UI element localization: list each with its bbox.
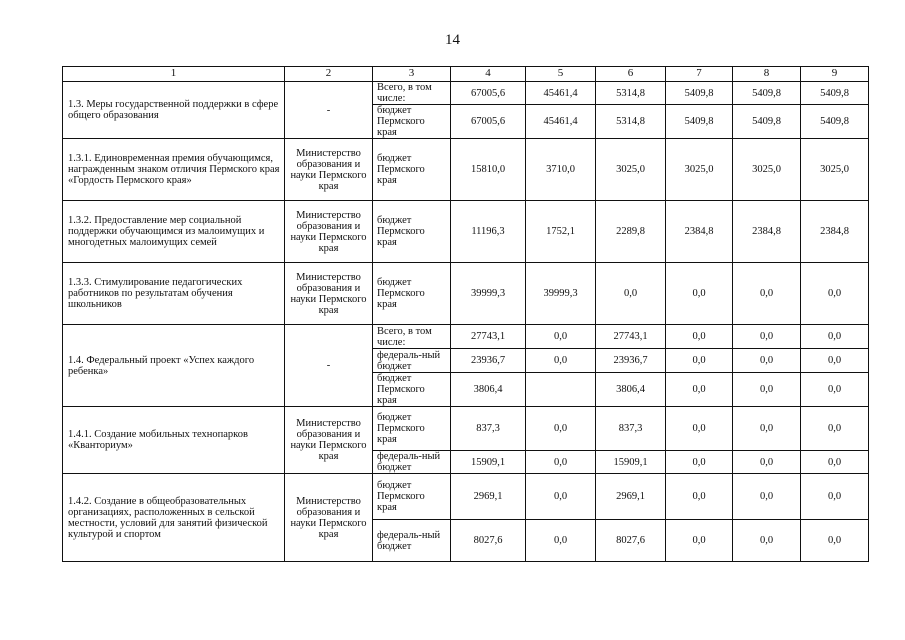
amount-cell: 0,0 bbox=[733, 520, 801, 562]
amount-cell: 5409,8 bbox=[666, 105, 733, 139]
amount-cell: 2384,8 bbox=[733, 201, 801, 263]
amount-cell: 837,3 bbox=[596, 407, 666, 451]
table-row bbox=[63, 201, 869, 263]
column-header: 9 bbox=[801, 67, 869, 82]
amount-cell: 0,0 bbox=[733, 407, 801, 451]
funding-source: бюджет Пермского края bbox=[373, 263, 451, 325]
table-row bbox=[63, 139, 869, 201]
amount-cell: 2969,1 bbox=[451, 474, 526, 520]
amount-cell: 45461,4 bbox=[526, 105, 596, 139]
executor-cell: - bbox=[285, 82, 373, 139]
budget-table bbox=[62, 66, 869, 562]
amount-cell: 3710,0 bbox=[526, 139, 596, 201]
amount-cell: 0,0 bbox=[801, 325, 869, 349]
amount-cell: 0,0 bbox=[801, 407, 869, 451]
table-row bbox=[63, 82, 869, 105]
amount-cell: 0,0 bbox=[596, 263, 666, 325]
amount-cell: 15909,1 bbox=[451, 451, 526, 474]
amount-cell bbox=[526, 373, 596, 407]
table-row bbox=[63, 263, 869, 325]
amount-cell: 27743,1 bbox=[451, 325, 526, 349]
funding-source: Всего, в том числе: bbox=[373, 82, 451, 105]
amount-cell: 0,0 bbox=[733, 325, 801, 349]
measure-name: 1.4. Федеральный проект «Успех каждого ребенка» bbox=[63, 325, 285, 407]
amount-cell: 2384,8 bbox=[666, 201, 733, 263]
amount-cell: 11196,3 bbox=[451, 201, 526, 263]
column-header: 7 bbox=[666, 67, 733, 82]
funding-source: бюджет Пермского края bbox=[373, 474, 451, 520]
amount-cell: 0,0 bbox=[526, 407, 596, 451]
column-header: 3 bbox=[373, 67, 451, 82]
amount-cell: 3025,0 bbox=[666, 139, 733, 201]
amount-cell: 2969,1 bbox=[596, 474, 666, 520]
amount-cell: 5314,8 bbox=[596, 105, 666, 139]
amount-cell: 0,0 bbox=[733, 349, 801, 373]
executor-cell: Министерство образования и науки Пермского края bbox=[285, 201, 373, 263]
amount-cell: 0,0 bbox=[666, 520, 733, 562]
amount-cell: 0,0 bbox=[733, 263, 801, 325]
amount-cell: 23936,7 bbox=[451, 349, 526, 373]
amount-cell: 39999,3 bbox=[526, 263, 596, 325]
amount-cell: 0,0 bbox=[666, 373, 733, 407]
funding-source: федераль-ный бюджет bbox=[373, 349, 451, 373]
amount-cell: 837,3 bbox=[451, 407, 526, 451]
amount-cell: 3025,0 bbox=[801, 139, 869, 201]
amount-cell: 15909,1 bbox=[596, 451, 666, 474]
column-header: 4 bbox=[451, 67, 526, 82]
amount-cell: 2289,8 bbox=[596, 201, 666, 263]
amount-cell: 5409,8 bbox=[733, 105, 801, 139]
amount-cell: 23936,7 bbox=[596, 349, 666, 373]
measure-name: 1.4.2. Создание в общеобразовательных организациях, расположенных в сельской местности, условий для занятий физической культурой и спортом bbox=[63, 474, 285, 562]
executor-cell: Министерство образования и науки Пермского края bbox=[285, 474, 373, 562]
funding-source: федераль-ный бюджет bbox=[373, 520, 451, 562]
amount-cell: 1752,1 bbox=[526, 201, 596, 263]
amount-cell: 0,0 bbox=[801, 520, 869, 562]
funding-source: бюджет Пермского края bbox=[373, 105, 451, 139]
amount-cell: 8027,6 bbox=[596, 520, 666, 562]
table-row bbox=[63, 407, 869, 451]
measure-name: 1.4.1. Создание мобильных технопарков «Кванториум» bbox=[63, 407, 285, 474]
amount-cell: 45461,4 bbox=[526, 82, 596, 105]
column-header: 1 bbox=[63, 67, 285, 82]
table-row bbox=[63, 474, 869, 520]
amount-cell: 5409,8 bbox=[801, 105, 869, 139]
amount-cell: 5314,8 bbox=[596, 82, 666, 105]
amount-cell: 0,0 bbox=[666, 325, 733, 349]
amount-cell: 0,0 bbox=[526, 451, 596, 474]
amount-cell: 0,0 bbox=[526, 325, 596, 349]
amount-cell: 0,0 bbox=[801, 451, 869, 474]
amount-cell: 0,0 bbox=[666, 407, 733, 451]
amount-cell: 0,0 bbox=[733, 451, 801, 474]
executor-cell: Министерство образования и науки Пермского края bbox=[285, 139, 373, 201]
amount-cell: 3806,4 bbox=[451, 373, 526, 407]
funding-source: Всего, в том числе: bbox=[373, 325, 451, 349]
amount-cell: 0,0 bbox=[801, 349, 869, 373]
table-row bbox=[63, 325, 869, 349]
amount-cell: 0,0 bbox=[801, 263, 869, 325]
amount-cell: 0,0 bbox=[666, 451, 733, 474]
amount-cell: 0,0 bbox=[666, 263, 733, 325]
amount-cell: 0,0 bbox=[801, 474, 869, 520]
header-row bbox=[63, 67, 869, 82]
funding-source: бюджет Пермского края bbox=[373, 407, 451, 451]
table-body bbox=[63, 67, 869, 562]
amount-cell: 27743,1 bbox=[596, 325, 666, 349]
funding-source: бюджет Пермского края bbox=[373, 201, 451, 263]
executor-cell: Министерство образования и науки Пермского края bbox=[285, 407, 373, 474]
funding-source: бюджет Пермского края bbox=[373, 373, 451, 407]
amount-cell: 3025,0 bbox=[733, 139, 801, 201]
amount-cell: 2384,8 bbox=[801, 201, 869, 263]
funding-source: бюджет Пермского края bbox=[373, 139, 451, 201]
amount-cell: 0,0 bbox=[526, 520, 596, 562]
measure-name: 1.3.2. Предоставление мер социальной поддержки обучающимся из малоимущих и многодетных малоимущих семей bbox=[63, 201, 285, 263]
amount-cell: 0,0 bbox=[666, 349, 733, 373]
amount-cell: 0,0 bbox=[733, 373, 801, 407]
amount-cell: 0,0 bbox=[526, 349, 596, 373]
amount-cell: 15810,0 bbox=[451, 139, 526, 201]
column-header: 8 bbox=[733, 67, 801, 82]
amount-cell: 0,0 bbox=[666, 474, 733, 520]
amount-cell: 67005,6 bbox=[451, 82, 526, 105]
amount-cell: 0,0 bbox=[801, 373, 869, 407]
executor-cell: - bbox=[285, 325, 373, 407]
measure-name: 1.3.1. Единовременная премия обучающимся, награжденным знаком отличия Пермского края «Гордость Пермского края» bbox=[63, 139, 285, 201]
amount-cell: 8027,6 bbox=[451, 520, 526, 562]
amount-cell: 5409,8 bbox=[666, 82, 733, 105]
amount-cell: 0,0 bbox=[733, 474, 801, 520]
amount-cell: 5409,8 bbox=[801, 82, 869, 105]
column-header: 2 bbox=[285, 67, 373, 82]
amount-cell: 39999,3 bbox=[451, 263, 526, 325]
column-header: 5 bbox=[526, 67, 596, 82]
amount-cell: 0,0 bbox=[526, 474, 596, 520]
measure-name: 1.3. Меры государственной поддержки в сфере общего образования bbox=[63, 82, 285, 139]
executor-cell: Министерство образования и науки Пермского края bbox=[285, 263, 373, 325]
amount-cell: 67005,6 bbox=[451, 105, 526, 139]
amount-cell: 3806,4 bbox=[596, 373, 666, 407]
amount-cell: 5409,8 bbox=[733, 82, 801, 105]
measure-name: 1.3.3. Стимулирование педагогических работников по результатам обучения школьников bbox=[63, 263, 285, 325]
amount-cell: 3025,0 bbox=[596, 139, 666, 201]
page-number: 14 bbox=[445, 32, 460, 48]
funding-source: федераль-ный бюджет bbox=[373, 451, 451, 474]
column-header: 6 bbox=[596, 67, 666, 82]
